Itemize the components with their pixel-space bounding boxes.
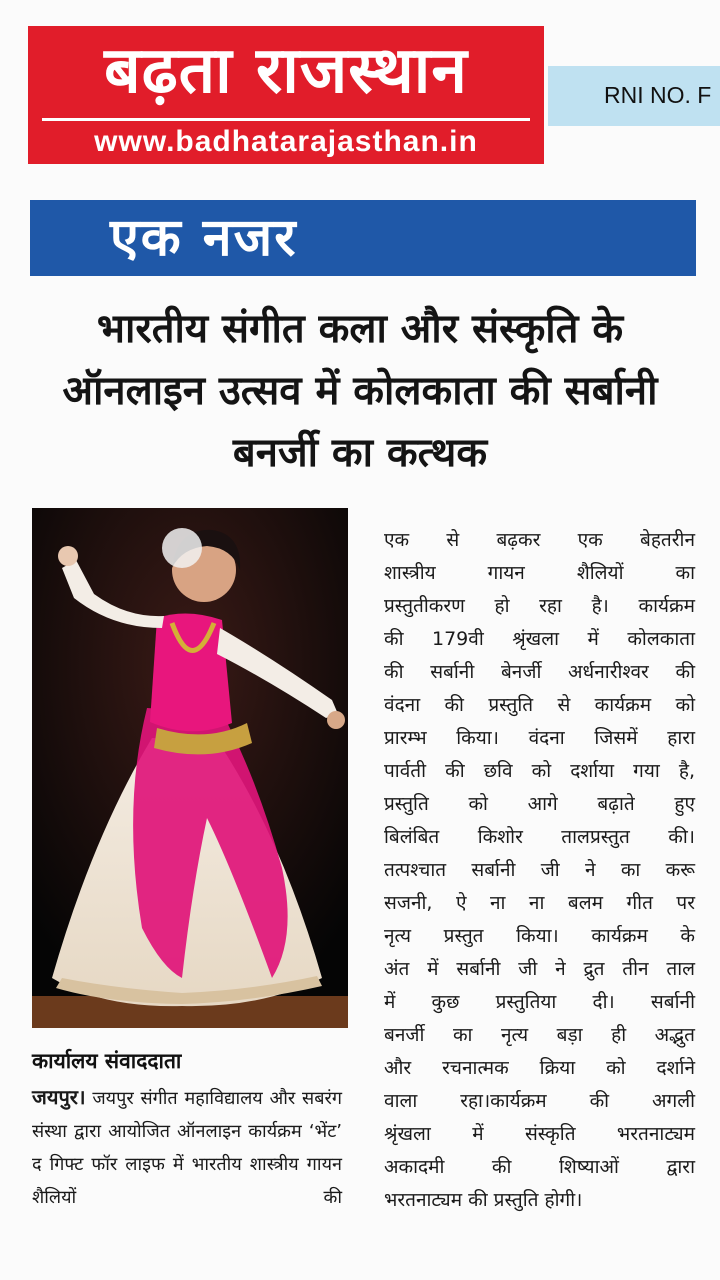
section-banner [30, 200, 696, 276]
article-body-right [384, 524, 695, 1217]
masthead [28, 26, 544, 164]
article-headline: भारतीय संगीत कला और संस्कृति के ऑनलाइन उत्सव में कोलकाता की सर्बानी बनर्जी का कत्थक [62, 306, 658, 476]
dateline-place: जयपुर। [32, 1085, 86, 1109]
article-line: प्रारम्भ किया। वंदना जिसमें हारा [384, 727, 695, 749]
article-body-left [32, 1081, 342, 1214]
article-line: अंत में सर्बानी जी ने द्रुत तीन ताल [384, 958, 695, 980]
article-line: की सर्बानी बेनर्जी अर्धनारीश्वर की [384, 661, 695, 683]
article-line: नृत्य प्रस्तुत किया। कार्यक्रम के [384, 925, 695, 947]
section-title: एक नजर [110, 208, 298, 268]
article-text-left: जयपुर संगीत महाविद्यालय और सबरंग संस्था द्वारा आयोजित ऑनलाइन कार्यक्रम ‘भेंट’ द गिफ्ट फॉर लाइफ में भारतीय शास्त्रीय गायन शैलियों की [32, 1088, 342, 1208]
article-line: में कुछ प्रस्तुतिया दी। सर्बानी [384, 991, 695, 1013]
newspaper-name: बढ़ता राजस्थान [104, 34, 468, 108]
dancer-photo [32, 508, 348, 1028]
article-line: की 179वी श्रृंखला में कोलकाता [384, 628, 695, 650]
article-line: सजनी, ऐ ना ना बलम गीत पर [384, 892, 695, 914]
article-line: और रचनात्मक क्रिया को दर्शाने [384, 1057, 695, 1079]
article-line: प्रस्तुतीकरण हो रहा है। कार्यक्रम [384, 595, 695, 617]
article-line: पार्वती की छवि को दर्शाया गया है, [384, 760, 695, 782]
article-byline: कार्यालय संवाददाता [32, 1049, 182, 1073]
rni-number: RNI NO. F [604, 82, 712, 108]
article-line: एक से बढ़कर एक बेहतरीन [384, 529, 695, 551]
rni-strip [548, 66, 720, 126]
article-line: अकादमी की शिष्याओं द्वारा [384, 1156, 695, 1178]
article-line: बिलंबित किशोर तालप्रस्तुत की। [384, 826, 695, 848]
article-line: बनर्जी का नृत्य बड़ा ही अद्भुत [384, 1024, 695, 1046]
newspaper-url: www.badhatarajasthan.in [94, 125, 478, 158]
article-line: शास्त्रीय गायन शैलियों का [384, 562, 695, 584]
article-line: श्रृंखला में संस्कृति भरतनाट्यम [384, 1123, 695, 1145]
article-line: प्रस्तुति को आगे बढ़ाते हुए [384, 793, 695, 815]
article-line: वंदना की प्रस्तुति से कार्यक्रम को [384, 694, 695, 716]
article-line: भरतनाट्यम की प्रस्तुति होगी। [384, 1189, 583, 1211]
masthead-divider [42, 118, 530, 121]
kathak-dancer-illustration [32, 508, 348, 1028]
article-line: तत्पश्चात सर्बानी जी ने का करू [384, 859, 695, 881]
article-line: वाला रहा।कार्यक्रम की अगली [384, 1090, 695, 1112]
